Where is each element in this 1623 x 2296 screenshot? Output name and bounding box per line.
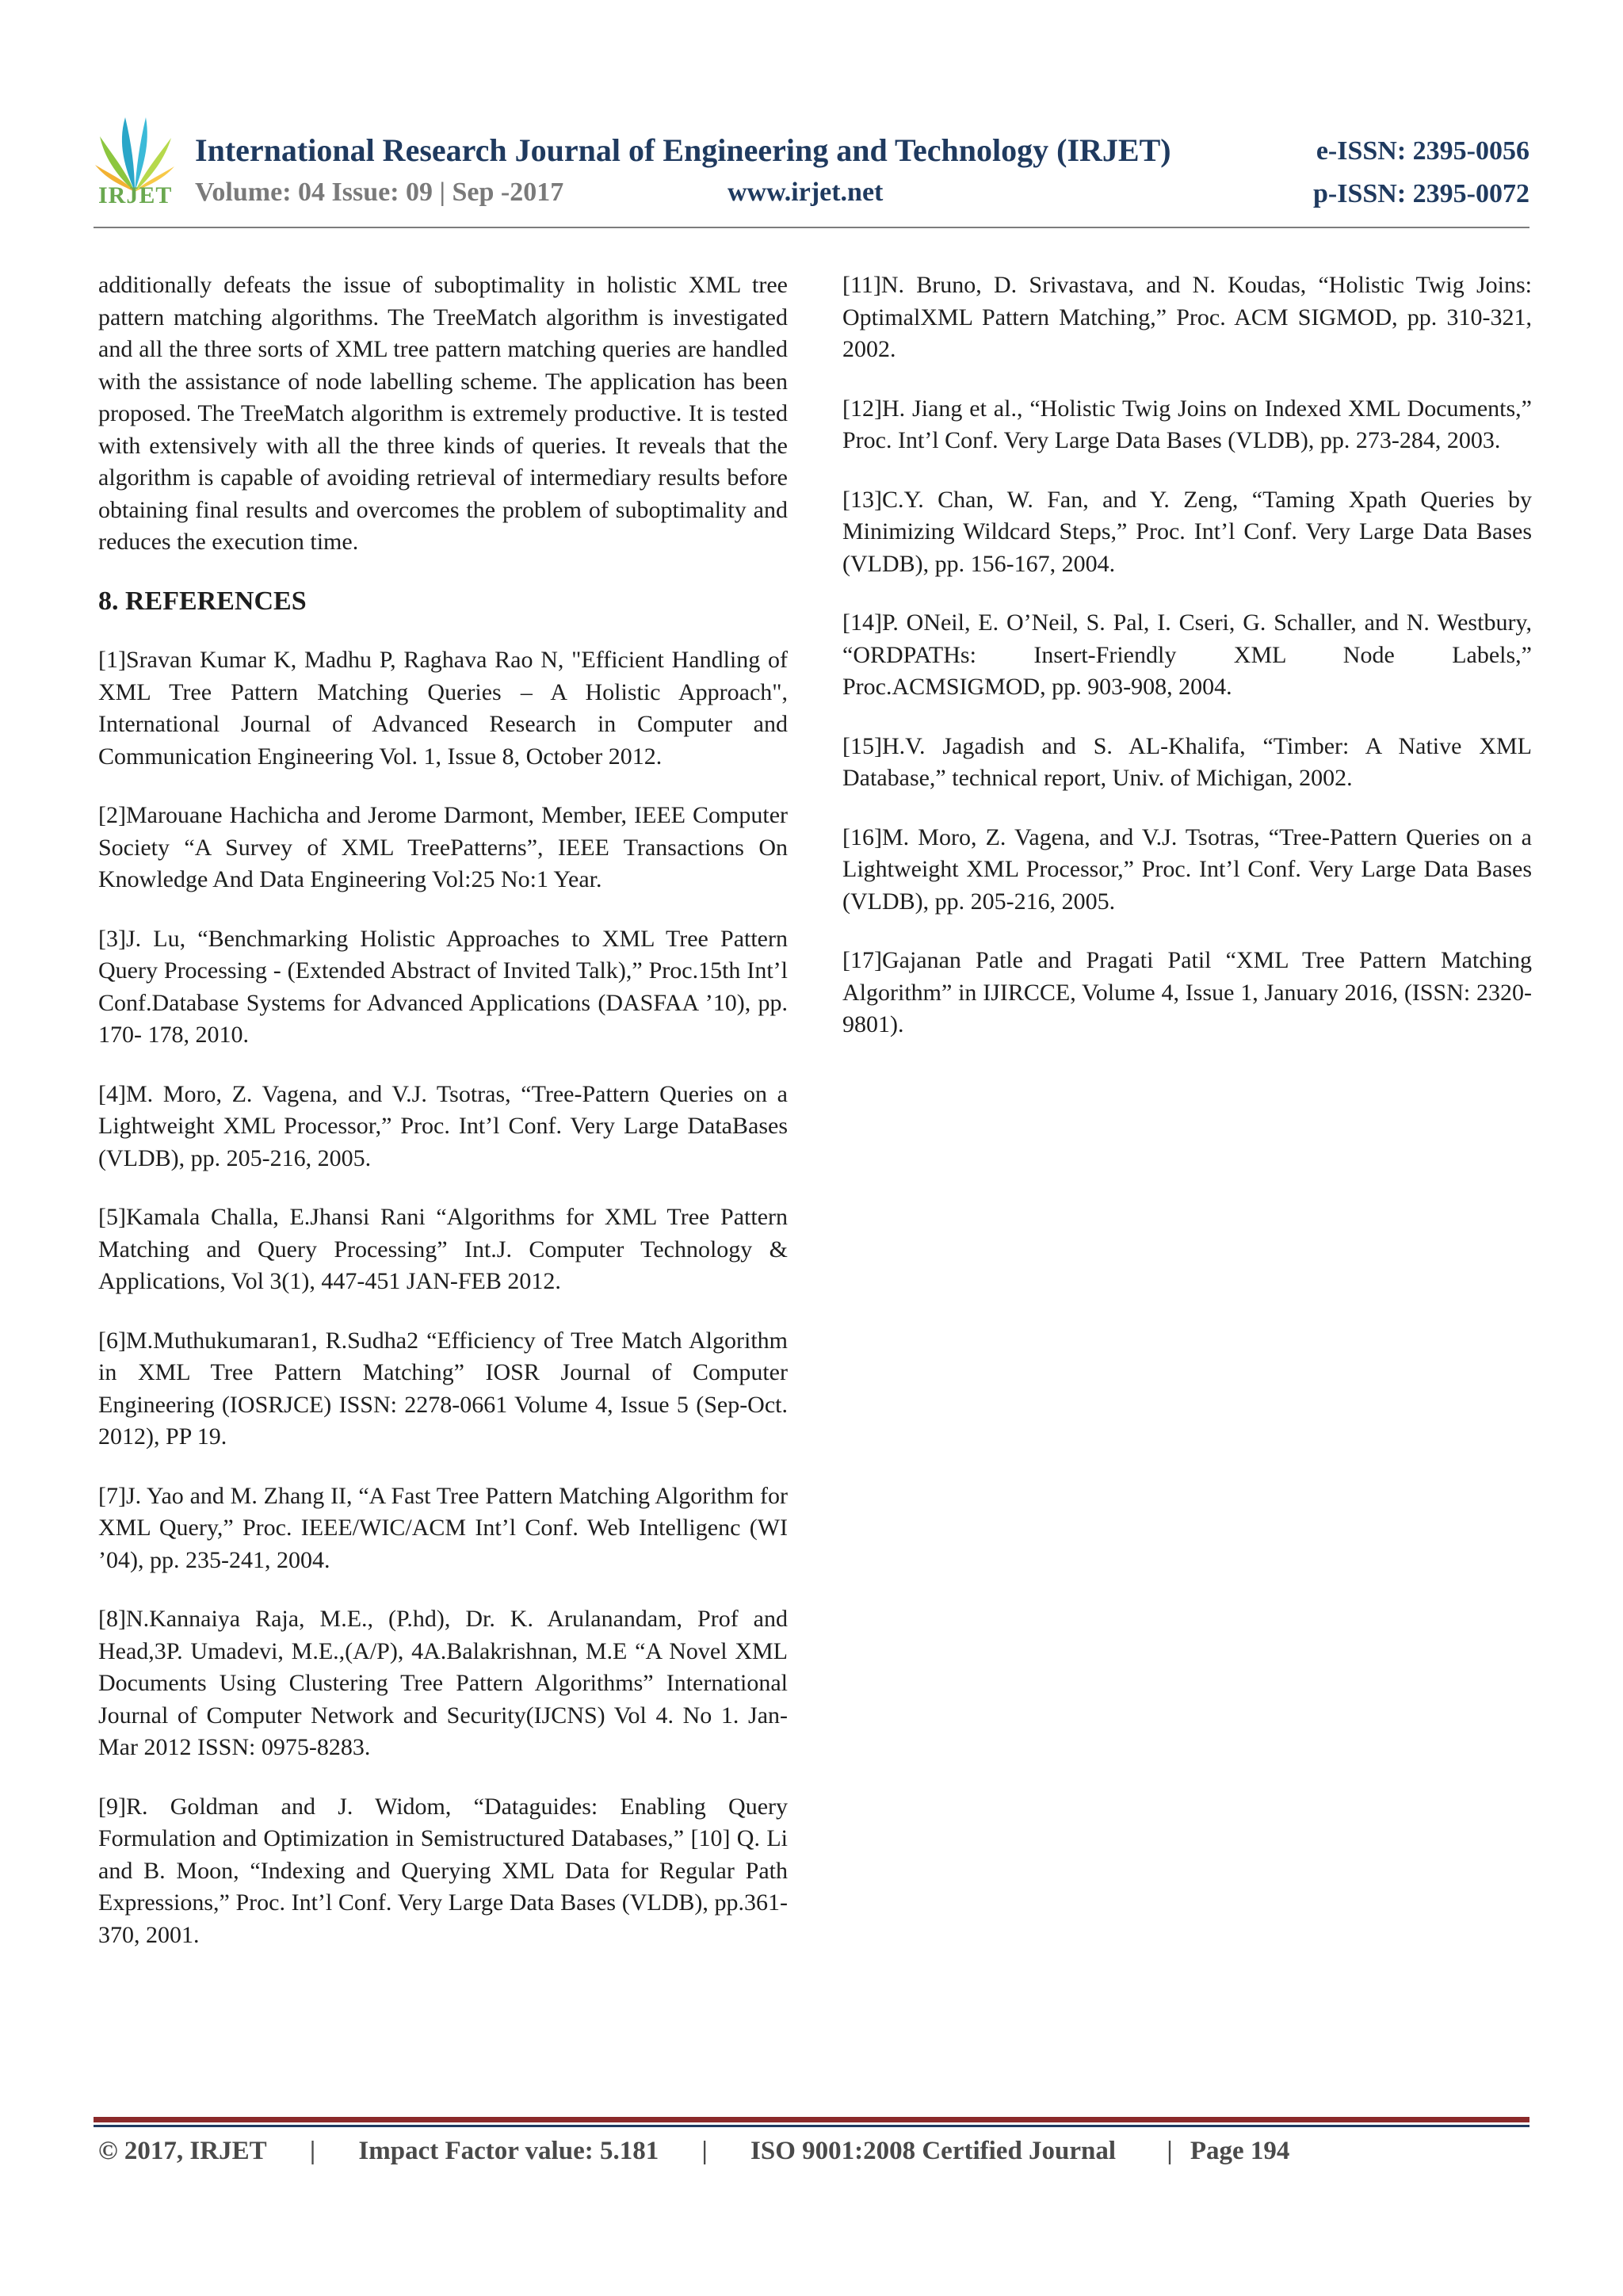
footer-iso: ISO 9001:2008 Certified Journal [750,2137,1117,2165]
footer-divider-red [94,2117,1529,2122]
right-column [842,269,1532,1068]
reference-item: [8]N.Kannaiya Raja, M.E., (P.hd), Dr. K. Arulanandam, Prof and Head,3P. Umadevi, M.E.,(A/P), 4A.Balakrishnan, M.E “A Novel XML Documents Using Clustering Tree Pattern Algorithms” International Journal of Computer Network and Security(IJCNS) Vol 4. No 1. Jan- Mar 2012 ISSN: 0975-8283. [98,1606,788,1760]
reference-item: [9]R. Goldman and J. Widom, “Dataguides: Enabling Query Formulation and Optimization in Semistructured Databases,” [10] Q. Li and B. Moon, “Indexing and Querying XML Data for Regular Path Expressions,” Proc. Int’l Conf. Very Large Data Bases (VLDB), pp.361-370, 2001. [98,1793,788,1948]
left-column [98,269,788,1978]
footer-divider-blue [94,2125,1529,2127]
reference-item: [7]J. Yao and M. Zhang II, “A Fast Tree Pattern Matching Algorithm for XML Query,” Proc. IEEE/WIC/ACM Int’l Conf. Web Intelligenc (WI ’04), pp. 235-241, 2004. [98,1482,788,1573]
reference-item: [2]Marouane Hachicha and Jerome Darmont, Member, IEEE Computer Society “A Survey of XML TreePatterns”, IEEE Transactions On Knowledge And Data Engineering Vol:25 No:1 Year. [98,802,788,892]
e-issn: e-ISSN: 2395-0056 [1316,136,1529,166]
footer [98,2137,1289,2166]
reference-item: [13]C.Y. Chan, W. Fan, and Y. Zeng, “Taming Xpath Queries by Minimizing Wildcard Steps,” Proc. Int’l Conf. Very Large Data Bases (VLDB), pp. 156-167, 2004. [842,486,1532,577]
footer-copyright: © 2017, IRJET [98,2137,267,2165]
logo-text: IRJET [98,182,173,208]
website-link[interactable]: www.irjet.net [727,178,884,207]
reference-item: [4]M. Moro, Z. Vagena, and V.J. Tsotras, “Tree-Pattern Queries on a Lightweight XML Processor,” Proc. Int’l Conf. Very Large DataBases (VLDB), pp. 205-216, 2005. [98,1080,788,1171]
reference-item: [11]N. Bruno, D. Srivastava, and N. Koudas, “Holistic Twig Joins: OptimalXML Pattern Matching,” Proc. ACM SIGMOD, pp. 310-321, 2002. [842,272,1532,362]
reference-item: [16]M. Moro, Z. Vagena, and V.J. Tsotras, “Tree-Pattern Queries on a Lightweight XML Processor,” Proc. Int’l Conf. Very Large Data Bases (VLDB), pp. 205-216, 2005. [842,823,1532,915]
references-heading: 8. REFERENCES [98,586,307,616]
volume-issue: Volume: 04 Issue: 09 | Sep -2017 [195,178,564,207]
conclusion-paragraph: additionally defeats the issue of suboptimality in holistic XML tree pattern matching algorithms. The TreeMatch algorithm is investigated and all the three sorts of XML tree pattern matching queries are handled with the assistance of node labelling scheme. The application has been proposed. The TreeMatch algorithm is extremely productive. It is tested with extensively with all the three kinds of queries. It reveals that the algorithm is capable of avoiding retrieval of intermediary results before obtaining final results and overcomes the problem of suboptimality and reduces the execution time. [98,272,788,555]
reference-item: [1]Sravan Kumar K, Madhu P, Raghava Rao N, "Efficient Handling of XML Tree Pattern Matching Queries – A Holistic Approach", International Journal of Advanced Research in Computer and Communication Engineering Vol. 1, Issue 8, October 2012. [98,647,788,770]
footer-separator: | [1167,2137,1173,2165]
reference-item: [14]P. ONeil, E. O’Neil, S. Pal, I. Cseri, G. Schaller, and N. Westbury, “ORDPATHs: Insert-Friendly XML Node Labels,” Proc.ACMSIGMOD, pp. 903-908, 2004. [842,609,1532,700]
footer-impact-factor: Impact Factor value: 5.181 [358,2137,659,2165]
reference-item: [6]M.Muthukumaran1, R.Sudha2 “Efficiency of Tree Match Algorithm in XML Tree Pattern Matching” IOSR Journal of Computer Engineering (IOSRJCE) ISSN: 2278-0661 Volume 4, Issue 5 (Sep-Oct. 2012), PP 19. [98,1327,788,1450]
footer-page-number: Page 194 [1190,2137,1290,2165]
footer-separator: | [701,2137,708,2165]
reference-item: [12]H. Jiang et al., “Holistic Twig Joins on Indexed XML Documents,” Proc. Int’l Conf. Very Large Data Bases (VLDB), pp. 273-284, 2003. [842,395,1532,453]
header-divider [94,227,1529,228]
journal-title: International Research Journal of Engineering and Technology (IRJET) [195,132,1171,168]
reference-item: [3]J. Lu, “Benchmarking Holistic Approaches to XML Tree Pattern Query Processing - (Extended Abstract of Invited Talk),” Proc.15th Int’l Conf.Database Systems for Advanced Applications (DASFAA ’10), pp. 170- 178, 2010. [98,925,788,1048]
reference-item: [15]H.V. Jagadish and S. AL-Khalifa, “Timber: A Native XML Database,” technical report, Univ. of Michigan, 2002. [842,732,1532,791]
reference-item: [5]Kamala Challa, E.Jhansi Rani “Algorithms for XML Tree Pattern Matching and Query Processing” Int.J. Computer Technology & Applications, Vol 3(1), 447-451 JAN-FEB 2012. [98,1204,788,1294]
reference-item: [17]Gajanan Patle and Pragati Patil “XML Tree Pattern Matching Algorithm” in IJIRCCE, Volume 4, Issue 1, January 2016, (ISSN: 2320-9801). [842,947,1532,1037]
footer-separator: | [309,2137,316,2165]
p-issn: p-ISSN: 2395-0072 [1313,179,1529,208]
